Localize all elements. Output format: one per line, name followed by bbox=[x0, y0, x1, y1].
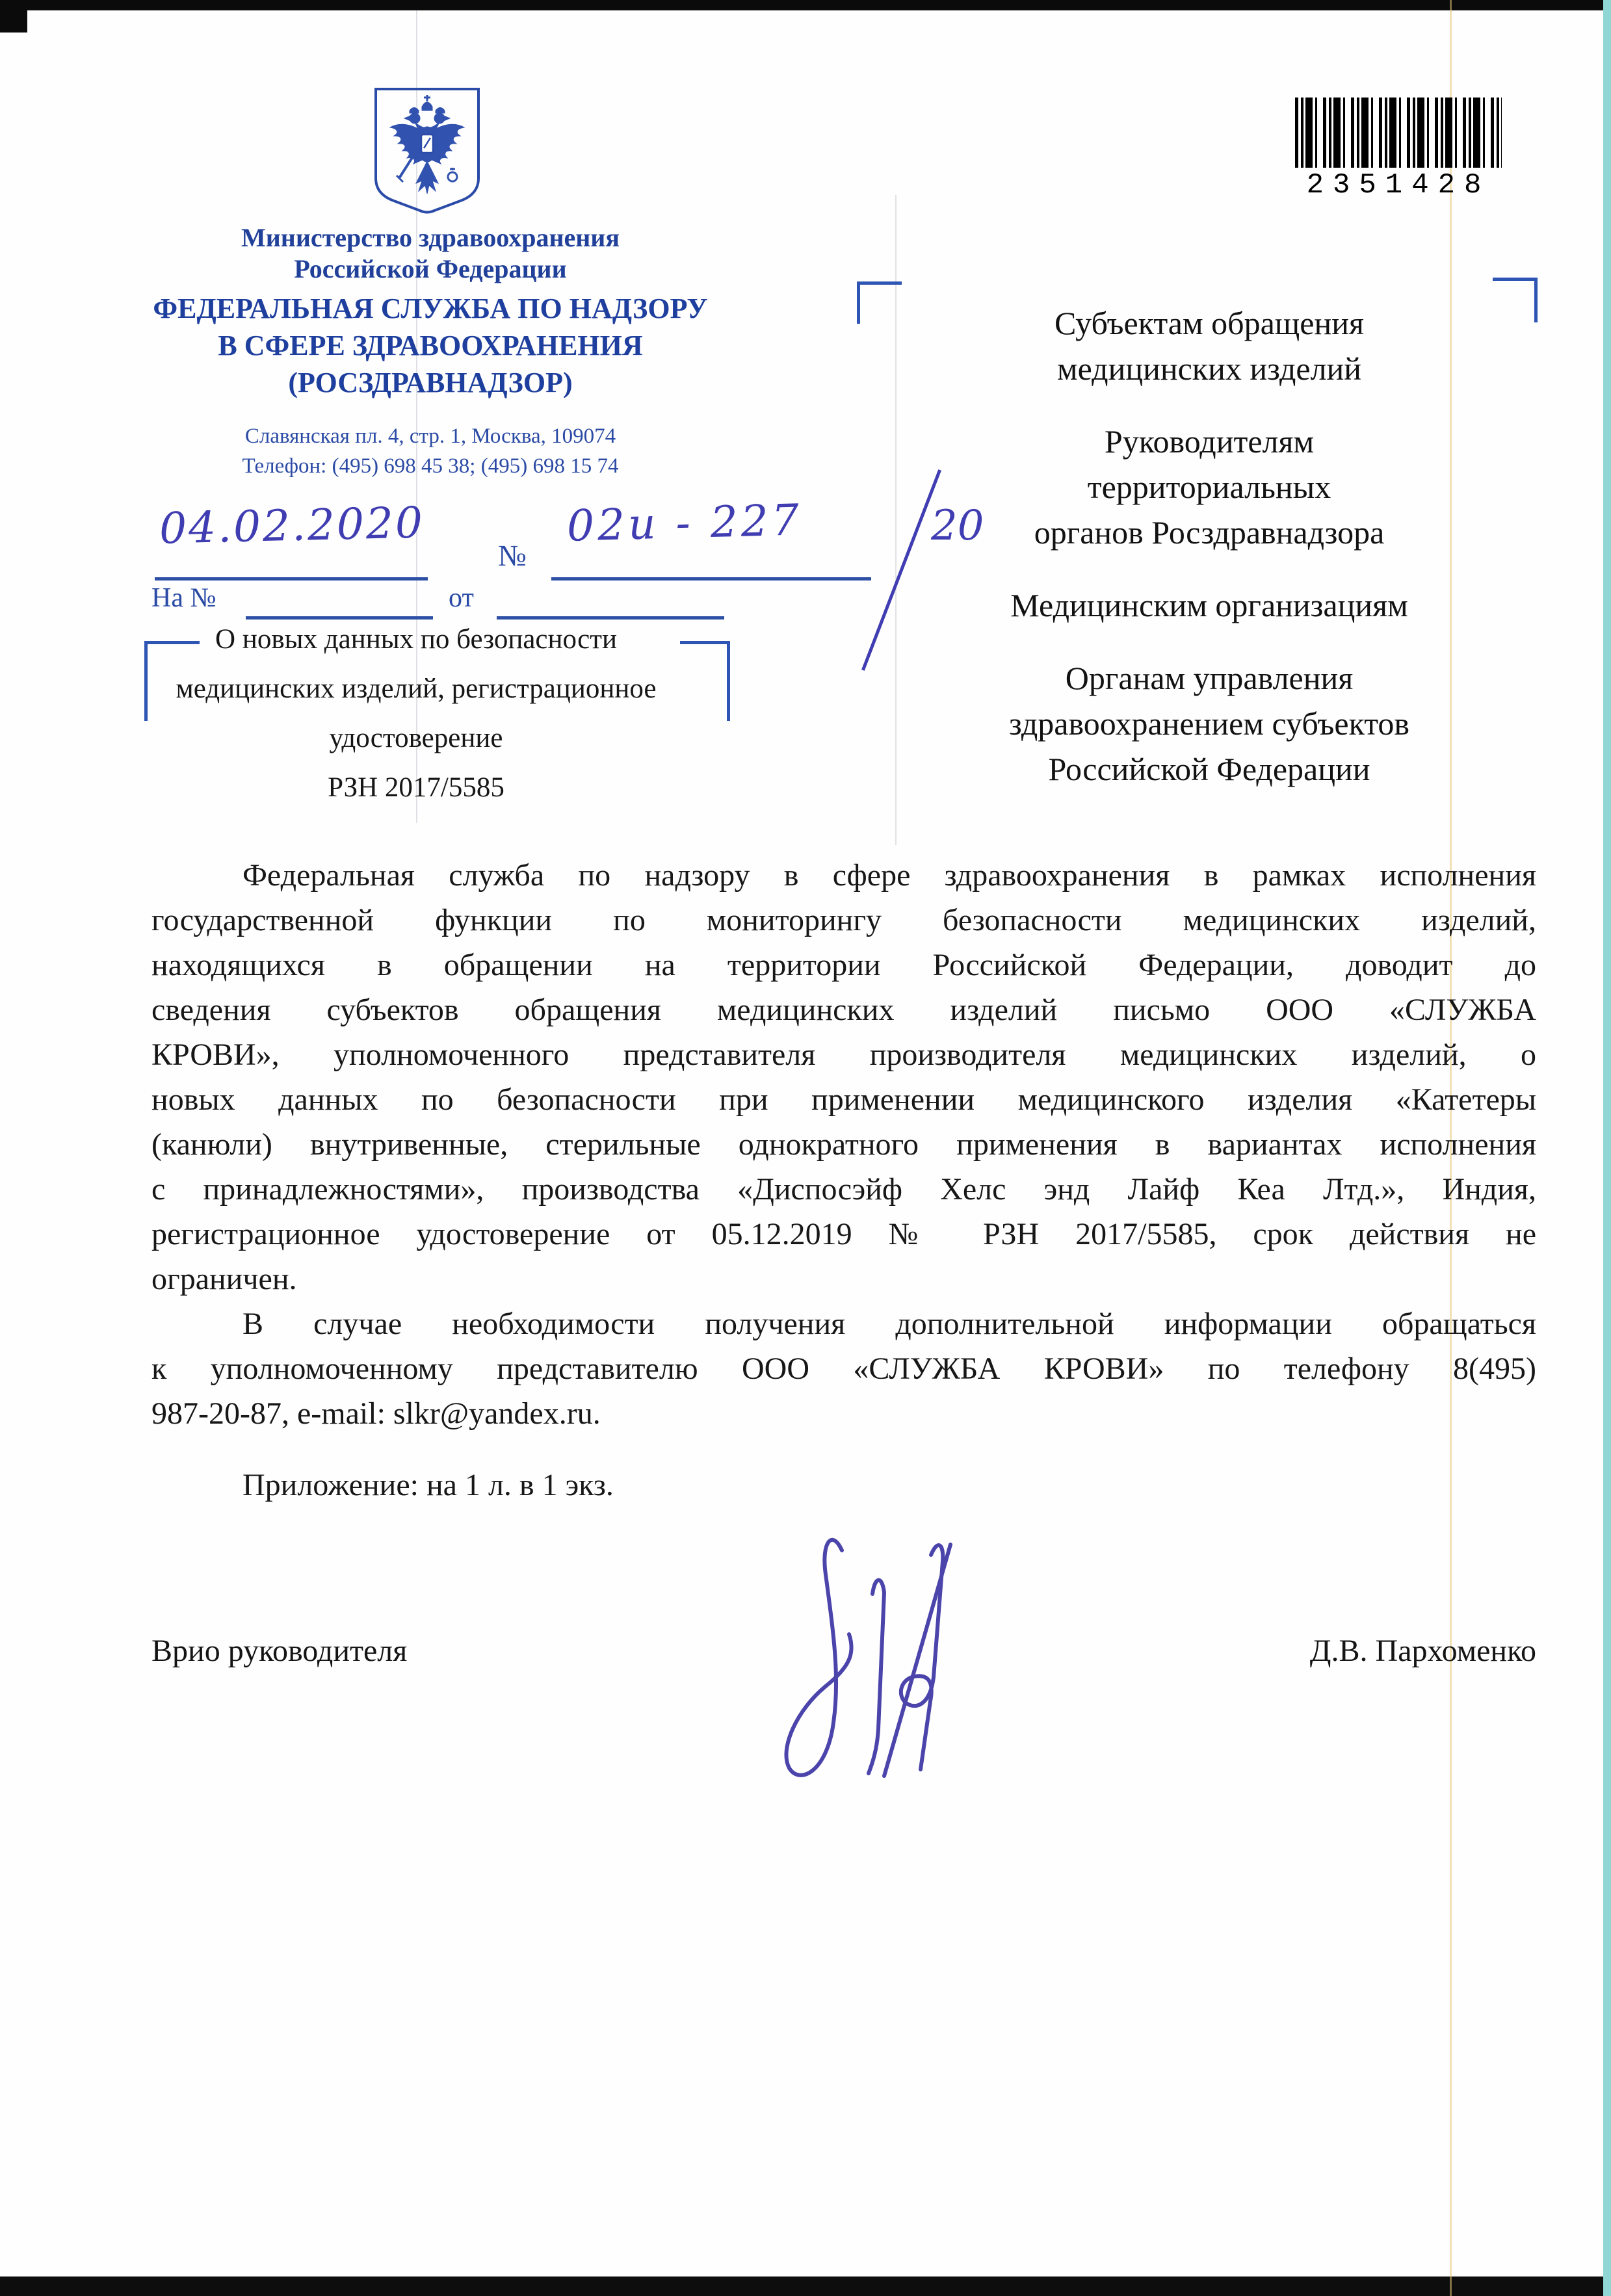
service-line: ФЕДЕРАЛЬНАЯ СЛУЖБА ПО НАДЗОРУ bbox=[153, 293, 708, 324]
ministry-line: Министерство здравоохранения bbox=[241, 223, 620, 252]
service-line: (РОСЗДРАВНАДЗОР) bbox=[288, 367, 573, 398]
recipient-line: Медицинским организациям bbox=[1010, 587, 1408, 623]
body-line: 987-20-87, e-mail: slkr@yandex.ru. bbox=[151, 1396, 601, 1431]
subject-line: О новых данных по безопасности bbox=[215, 624, 617, 655]
service-name bbox=[105, 290, 755, 401]
recipients-block bbox=[910, 300, 1508, 819]
body-line: сведения субъектов обращения медицинских изделий письмо ООО «СЛУЖБА bbox=[151, 993, 1536, 1027]
phone-numbers: Телефон: (495) 698 45 38; (495) 698 15 74 bbox=[242, 454, 619, 478]
signer-name: Д.В. Пархоменко bbox=[1309, 1634, 1536, 1668]
body-line: новых данных по безопасности при применении медицинского изделия «Катетеры bbox=[151, 1082, 1536, 1117]
registration-barcode bbox=[1295, 98, 1502, 202]
scan-edge-right bbox=[1603, 0, 1611, 2296]
body-line: к уполномоченному представителю ООО «СЛУЖБА КРОВИ» по телефону 8(495) bbox=[151, 1351, 1536, 1386]
handwritten-date: 04.02.2020 bbox=[159, 497, 425, 554]
handwritten-outgoing-number: 02и - 227 bbox=[566, 495, 803, 551]
reply-to-label: На № bbox=[151, 583, 216, 613]
postal-address: Славянская пл. 4, стр. 1, Москва, 109074 bbox=[244, 424, 616, 448]
body-line: государственной функции по мониторингу безопасности медицинских изделий, bbox=[151, 903, 1536, 937]
body-line: с принадлежностями», производства «Диспосэйф Хелс энд Лайф Кеа Лтд.», Индия, bbox=[151, 1172, 1536, 1207]
letter-body bbox=[151, 853, 1536, 1507]
handwritten-number-suffix: 20 bbox=[931, 502, 984, 550]
scan-edge-corner bbox=[0, 0, 27, 33]
barcode-bars-icon bbox=[1295, 98, 1502, 168]
recipient-line: территориальных bbox=[1087, 469, 1331, 505]
ministry-line: Российской Федерации bbox=[294, 254, 567, 283]
signer-position-title: Врио руководителя bbox=[151, 1634, 408, 1668]
recipient-line: органов Росздравнадзора bbox=[1034, 514, 1385, 551]
subject-block bbox=[156, 615, 676, 813]
coat-of-arms-icon bbox=[372, 86, 482, 219]
recipient-group bbox=[910, 582, 1508, 628]
number-underline bbox=[551, 577, 871, 581]
recipient-line: Российской Федерации bbox=[1048, 751, 1370, 787]
scan-edge-bottom bbox=[0, 2276, 1611, 2296]
body-line: КРОВИ», уполномоченного представителя производителя медицинских изделий, о bbox=[151, 1037, 1536, 1072]
recipient-line: Руководителям bbox=[1104, 423, 1315, 460]
subject-line: медицинских изделий, регистрационное bbox=[176, 673, 657, 704]
signature-autograph bbox=[735, 1515, 1008, 1797]
body-line: В случае необходимости получения дополнительной информации обращаться bbox=[242, 1307, 1536, 1341]
body-line: регистрационное удостоверение от 05.12.2019 № РЗН 2017/5585, срок действия не bbox=[151, 1217, 1536, 1251]
date-underline bbox=[155, 577, 428, 581]
recipient-line: Субъектам обращения bbox=[1054, 305, 1364, 341]
contact-block bbox=[105, 421, 755, 481]
reply-from-label: от bbox=[449, 583, 474, 613]
body-line: Федеральная служба по надзору в сфере здравоохранения в рамках исполнения bbox=[242, 858, 1536, 893]
body-line: ограничен. bbox=[151, 1262, 297, 1296]
barcode-number: 2351428 bbox=[1306, 169, 1491, 202]
address-fold-mark-left bbox=[857, 281, 902, 324]
recipient-line: медицинских изделий bbox=[1056, 350, 1362, 387]
scan-edge-top bbox=[0, 0, 1611, 10]
body-line: находящихся в обращении на территории Российской Федерации, доводит до bbox=[151, 948, 1536, 982]
subject-line: удостоверение bbox=[329, 723, 503, 753]
attachment-note: Приложение: на 1 л. в 1 экз. bbox=[242, 1468, 614, 1502]
ministry-name bbox=[105, 222, 755, 285]
recipient-group bbox=[910, 419, 1508, 555]
recipient-line: здравоохранением субъектов bbox=[1008, 705, 1410, 742]
body-line: (канюли) внутривенные, стерильные однократного применения в вариантах исполнения bbox=[151, 1127, 1536, 1162]
recipient-line: Органам управления bbox=[1065, 660, 1354, 696]
number-sign: № bbox=[498, 539, 527, 572]
service-line: В СФЕРЕ ЗДРАВООХРАНЕНИЯ bbox=[218, 330, 643, 361]
subject-fold-mark-right bbox=[680, 641, 730, 721]
recipient-group bbox=[910, 655, 1508, 792]
recipient-group bbox=[910, 300, 1508, 391]
subject-line: РЗН 2017/5585 bbox=[328, 772, 504, 803]
